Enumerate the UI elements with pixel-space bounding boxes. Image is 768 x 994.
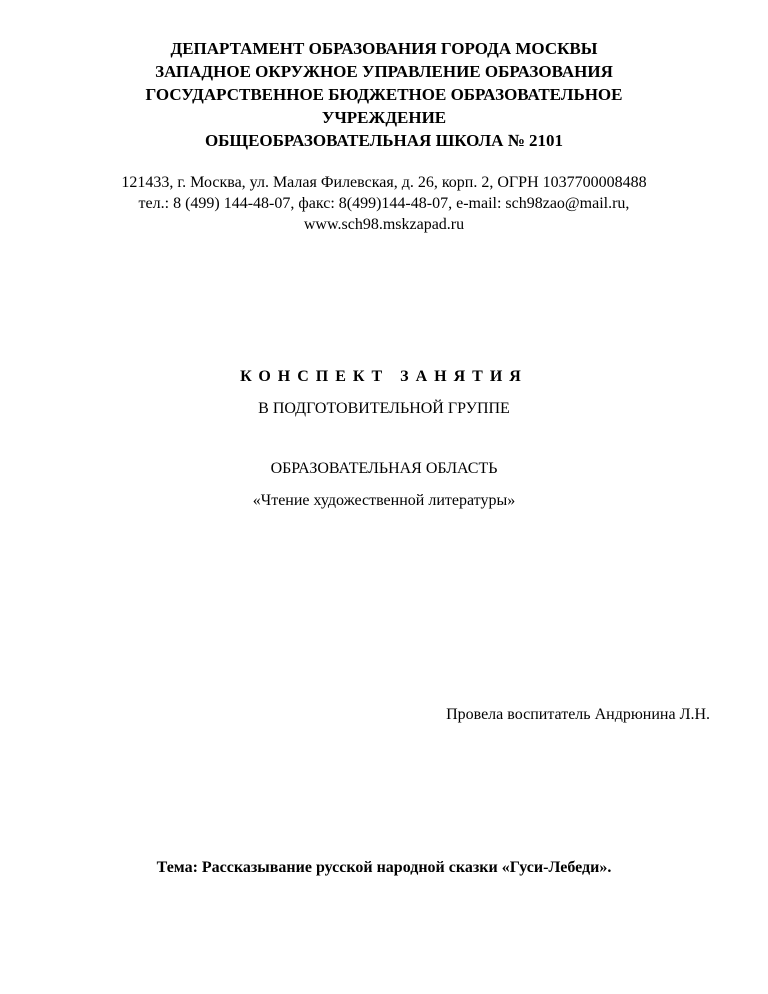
teacher-credit: Провела воспитатель Андрюнина Л.Н. [446, 706, 710, 723]
contact-address: 121433, г. Москва, ул. Малая Филевская, д. 26, корп. 2, ОГРН 1037700008488 [121, 174, 647, 191]
document-subtitle-group: В ПОДГОТОВИТЕЛЬНОЙ ГРУППЕ [258, 400, 510, 417]
contact-phone-email: тел.: 8 (499) 144-48-07, факс: 8(499)144-48-07, e-mail: sch98zao@mail.ru, [138, 195, 630, 212]
header-institution-type: ГОСУДАРСТВЕННОЕ БЮДЖЕТНОЕ ОБРАЗОВАТЕЛЬНОЕ [145, 85, 623, 104]
organization-header [0, 37, 768, 152]
header-institution-type-cont: УЧРЕЖДЕНИЕ [321, 108, 447, 127]
educational-area-label: ОБРАЗОВАТЕЛЬНАЯ ОБЛАСТЬ [270, 460, 498, 477]
contact-website: www.sch98.mskzapad.ru [303, 216, 465, 233]
document-title: КОНСПЕКТ ЗАНЯТИЯ [240, 368, 528, 385]
lesson-topic: Тема: Рассказывание русской народной сказки «Гуси-Лебеди». [156, 859, 612, 876]
educational-area-name: «Чтение художественной литературы» [252, 492, 516, 509]
header-district-office: ЗАПАДНОЕ ОКРУЖНОЕ УПРАВЛЕНИЕ ОБРАЗОВАНИЯ [155, 62, 613, 81]
contact-info [0, 172, 768, 235]
header-department: ДЕПАРТАМЕНТ ОБРАЗОВАНИЯ ГОРОДА МОСКВЫ [170, 39, 598, 58]
header-school-name: ОБЩЕОБРАЗОВАТЕЛЬНАЯ ШКОЛА № 2101 [204, 131, 564, 150]
